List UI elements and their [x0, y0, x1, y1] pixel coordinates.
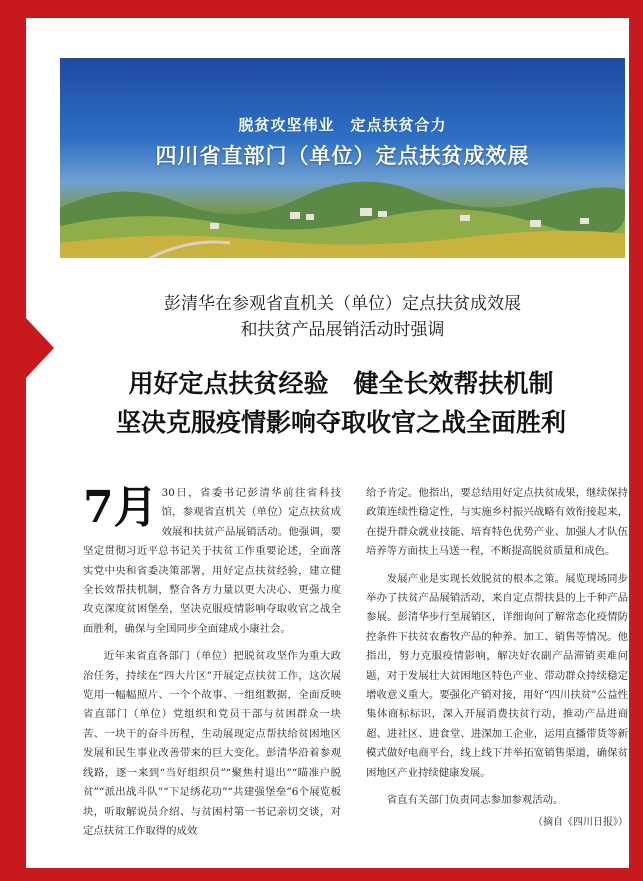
subheading-line-2: 和扶贫产品展销活动时强调	[240, 320, 445, 340]
paragraph-1-text: 30日，省委书记彭清华前往省科技馆，参观省直机关（单位）定点扶贫成效展和扶贫产品展销活动。他强调，要坚定贯彻习近平总书记关于扶贫工作重要论述，全面落实党中央和省委决策部署，用好定点扶贫经验，建立健全长效帮扶机制，整合各方力量以更大决心、更强力度攻克深度贫困堡垒，坚决克服疫情影响夺取收官之战全面胜利，确保与全国同步全面建成小康社会。	[83, 487, 341, 635]
exhibition-banner	[60, 58, 625, 258]
article-headline	[46, 364, 636, 442]
paragraph-1	[83, 484, 341, 639]
paragraph-2-continued: 给予肯定。他指出，要总结用好定点扶贫成果，继续保持政策连续性稳定性，与实施乡村振兴战略有效衔接起来，在提升群众就业技能、培育特色优势产业、加强人才队伍培养等方面扶上马送一程，不断提高脱贫质量和成色。	[366, 487, 628, 558]
article-column-right	[366, 484, 628, 832]
drop-cap: 7月	[83, 482, 158, 533]
banner-title: 四川省直部门（单位）定点扶贫成效展	[155, 144, 530, 168]
page	[26, 18, 629, 868]
headline-line-1: 用好定点扶贫经验 健全长效帮扶机制	[128, 369, 554, 398]
banner-tagline: 脱贫攻坚伟业 定点扶贫合力	[238, 116, 447, 134]
article-subheading	[60, 291, 625, 343]
source-attribution: （摘自《四川日报》）	[533, 816, 628, 828]
headline-line-2: 坚决克服疫情影响夺取收官之战全面胜利	[115, 408, 566, 437]
paragraph-4: 省直有关部门负责同志参加参观活动。	[386, 794, 564, 807]
landscape-illustration	[60, 168, 625, 258]
subheading-line-1: 彭清华在参观省直机关（单位）定点扶贫成效展	[164, 294, 521, 314]
article-column-left	[83, 484, 341, 841]
paragraph-3: 发展产业是实现长效脱贫的根本之策。展览现场同步举办了扶贫产品展销活动，来自定点帮扶县的上千种产品参展。彭清华步行至展销区，详细询问了解常态化疫情防控条件下扶贫农畜牧产品的种养、加工、销售等情况。他指出，努力克服疫情影响，解决好农副产品滞销卖难问题，对于发展壮大贫困地区特色产业、带动群众持续稳定增收意义重大。要强化产销对接，用好“四川扶贫”公益性集体商标标识，深入开展消费扶贫行动，推动产品进商超、进社区、进食堂、进深加工企业，运用直播带货等新模式做好电商平台，线上线下并举拓宽销售渠道，确保贫困地区产业持续健康发展。	[366, 572, 628, 779]
paragraph-2: 近年来省直各部门（单位）把脱贫攻坚作为重大政治任务，持续在“四大片区”开展定点扶贫工作，这次展览用一幅幅照片、一个个故事、一组组数据，全面反映省直部门（单位）党组织和党员干部与贫困群众一块苦、一块干的奋斗历程，生动展现定点帮扶给贫困地区发展和民生事业改善带来的巨大变化。彭清华沿着参观线路，逐一来到“当好组织员”“聚焦村退出”“瞄准户脱贫”“派出战斗队”“下足绣花功”“共建强堡垒”6个展览板块，听取解说员介绍、与贫困村第一书记亲切交谈，对定点扶贫工作取得的成效	[83, 650, 341, 837]
